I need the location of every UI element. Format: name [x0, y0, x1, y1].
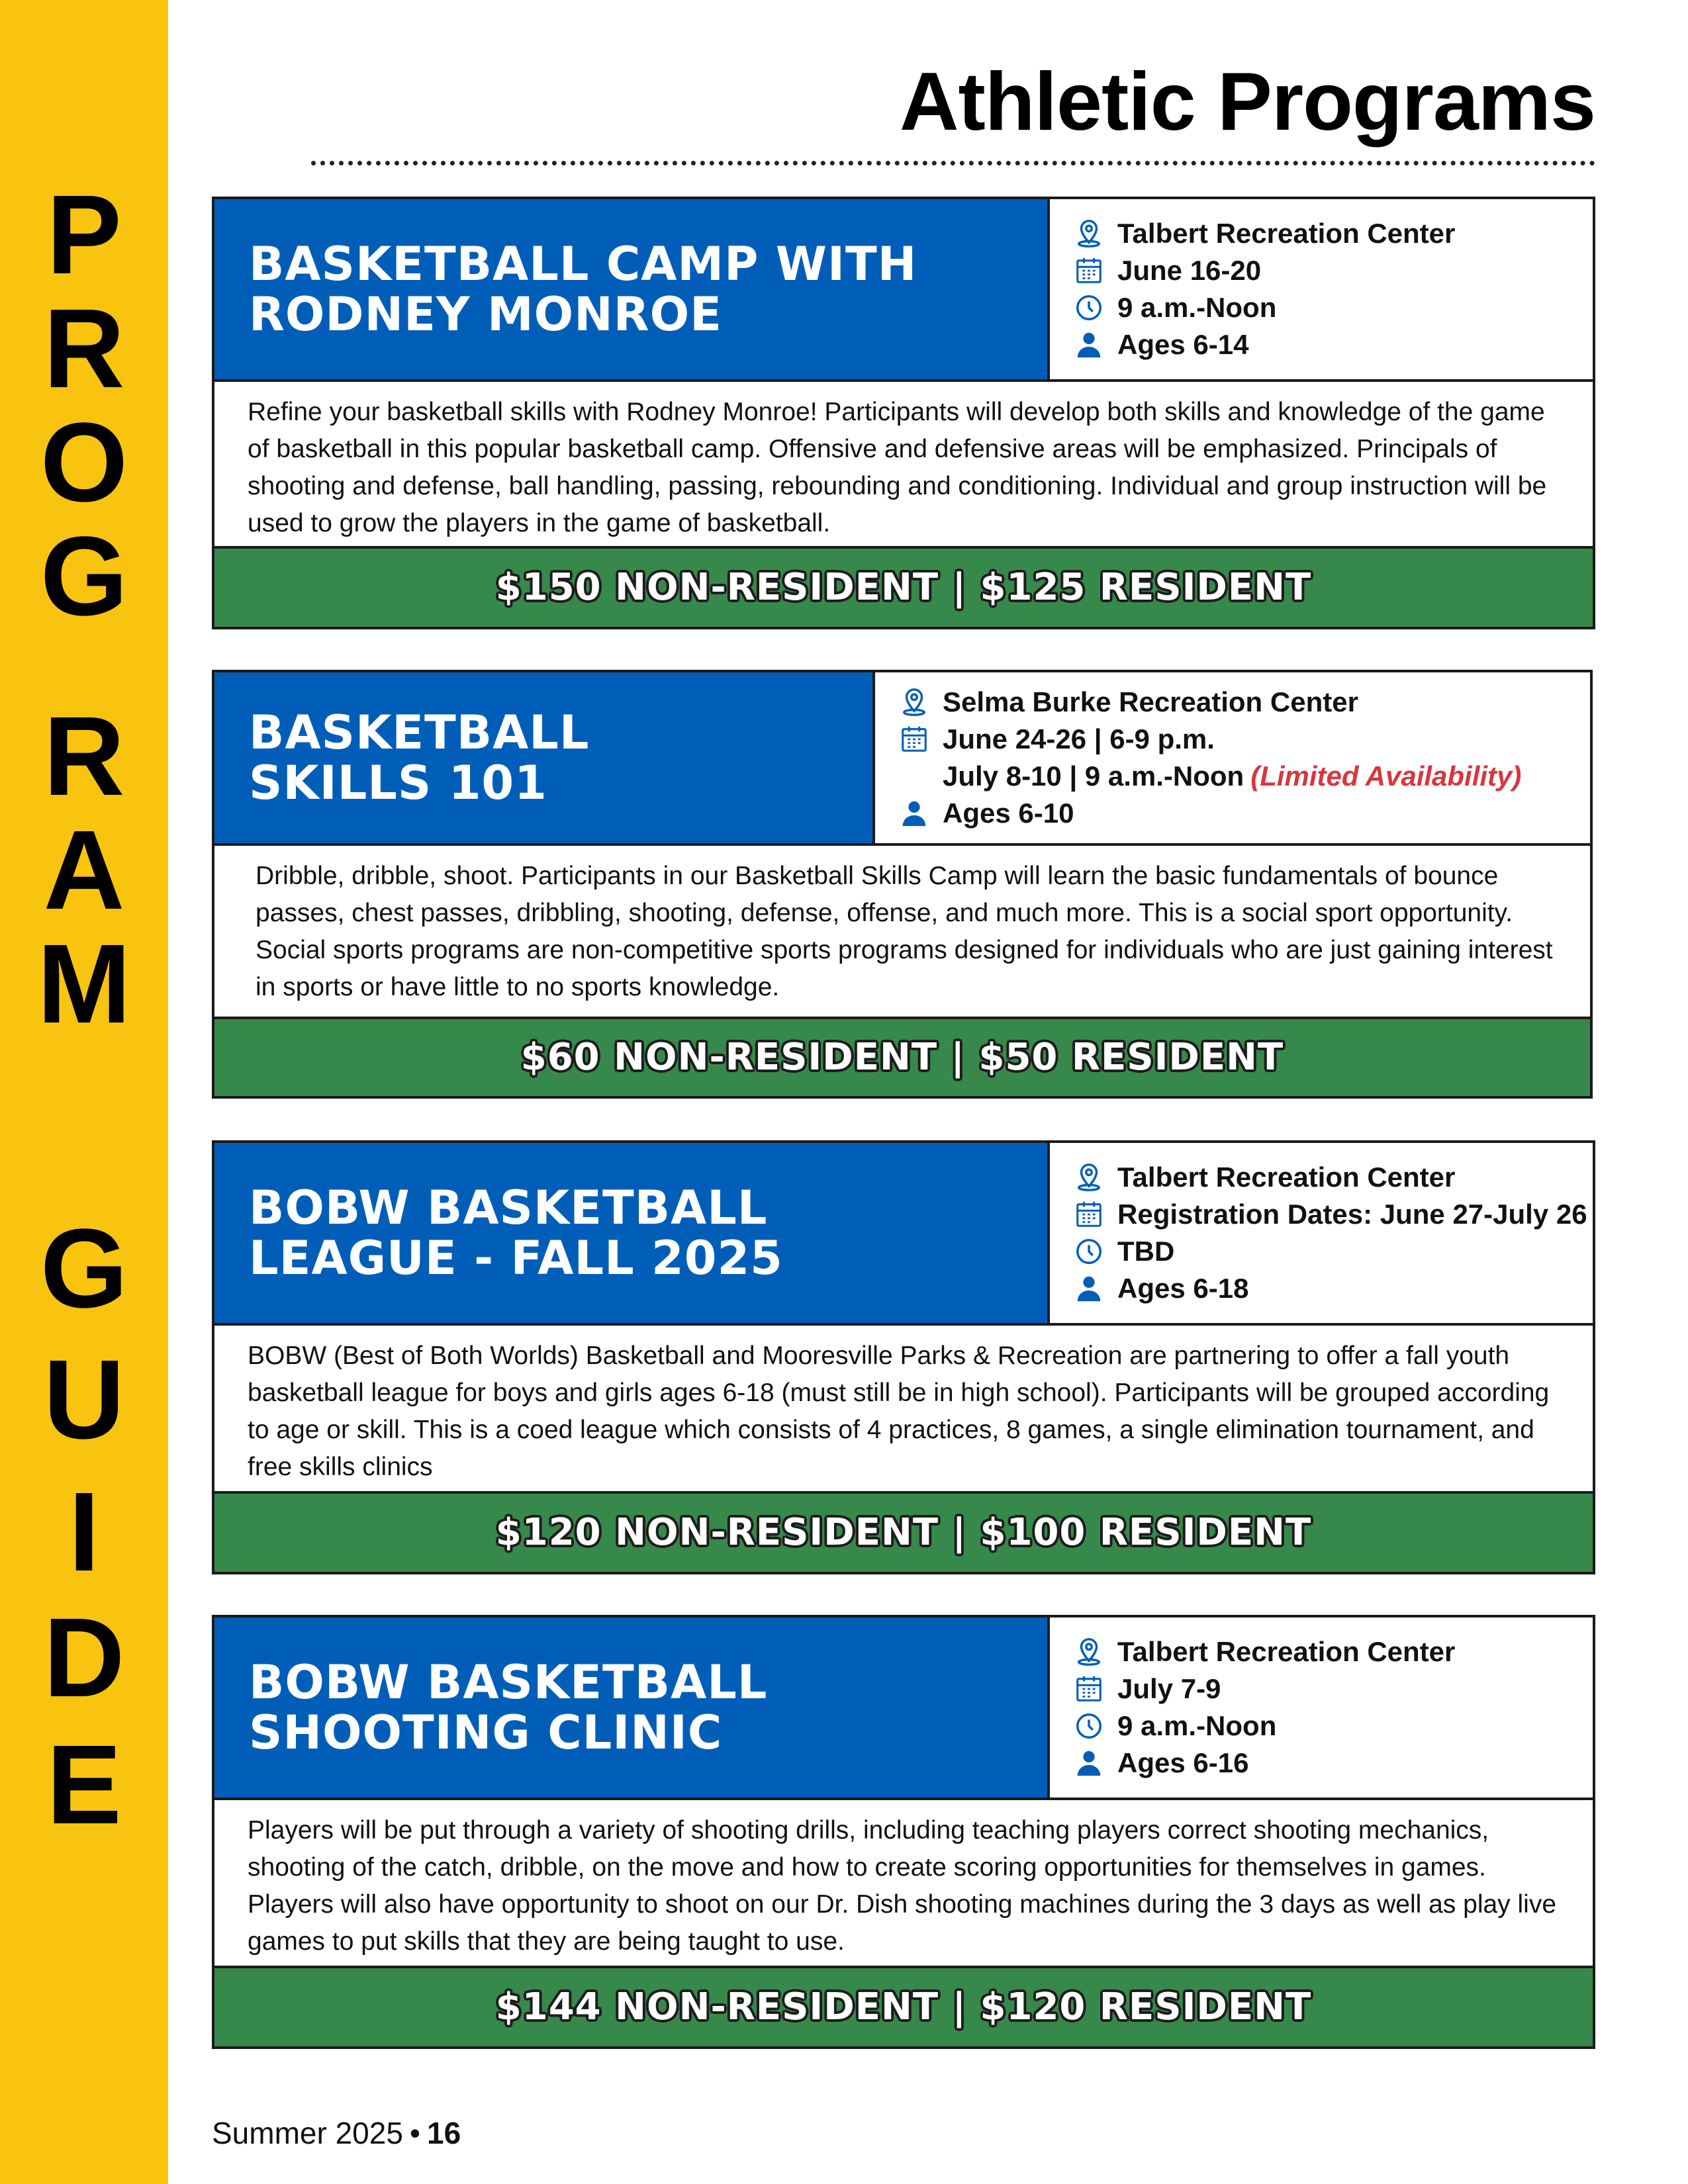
program-info: [1047, 199, 1593, 379]
program-title-line: BOBW BASKETBALL: [249, 1655, 768, 1709]
program-title-line: RODNEY MONROE: [249, 287, 722, 341]
program-card-bobw-league: [212, 1140, 1595, 1574]
page-footer: [212, 2115, 461, 2151]
time-text: TBD: [1117, 1236, 1175, 1267]
dates-text: Registration Dates: June 27-July 26: [1117, 1199, 1587, 1230]
program-description: [214, 846, 1590, 1019]
program-description: [214, 1326, 1593, 1494]
calendar-icon: [1074, 255, 1104, 286]
program-card-basketball-camp: [212, 197, 1595, 629]
location-text: Talbert Recreation Center: [1117, 218, 1456, 249]
sidebar-letter: I: [68, 1469, 100, 1595]
person-icon: [1074, 1748, 1104, 1778]
ages-row: [1074, 326, 1593, 363]
sidebar-letter: D: [43, 1595, 125, 1721]
location-pin-icon: [1074, 218, 1104, 249]
sidebar-letter: O: [40, 400, 128, 525]
page-title: Athletic Programs: [899, 56, 1595, 148]
location-pin-icon: [899, 687, 929, 717]
program-card-skills-101: [212, 670, 1593, 1099]
program-guide-sidebar: [0, 0, 168, 2184]
calendar-icon: [1074, 1199, 1104, 1230]
program-title: [249, 239, 917, 340]
description-text: BOBW (Best of Both Worlds) Basketball and Mooresville Parks & Recreation are partnering to offer a fall youth basketball league for boys and girls ages 6-18 (must still be in high school). Participants will be grouped according to age or skill. This is a coed league which consists of 4 practices, 8 games, a single elimination tournament, and free skills clinics: [248, 1342, 1550, 1481]
clock-icon: [1074, 1711, 1104, 1741]
limited-availability-note: (Limited Availability): [1250, 760, 1522, 792]
program-description: [214, 1800, 1593, 1968]
ages-text: Ages 6-18: [1117, 1273, 1249, 1304]
location-row: [1074, 1159, 1593, 1196]
location-text: Talbert Recreation Center: [1117, 1636, 1456, 1667]
time-text: 9 a.m.-Noon: [1117, 292, 1277, 323]
dates-row: [1074, 1196, 1593, 1233]
person-icon: [1074, 330, 1104, 360]
location-pin-icon: [1074, 1162, 1104, 1193]
description-text: Refine your basketball skills with Rodney Monroe! Participants will develop both skills and knowledge of the game of basketball in this popular basketball camp. Offensive and defensive areas will be emphasized. Principals of shooting and defense, ball handling, passing, rebounding and conditioning. Individual and group instruction will be used to grow the players in the game of basketball.: [248, 398, 1547, 537]
time-row: [1074, 289, 1593, 326]
clock-icon: [1074, 1236, 1104, 1267]
time-text: 9 a.m.-Noon: [1117, 1710, 1277, 1741]
person-icon: [1074, 1273, 1104, 1304]
calendar-icon: [899, 724, 929, 754]
description-text: Dribble, dribble, shoot. Participants in our Basketball Skills Camp will learn the basic fundamentals of bounce passes, chest passes, dribbling, shooting, defense, offense, and much more. This is a social sport opportunity. Social sports programs are non-competitive sports programs designed for individuals who are just gaining interest in sports or have little to no sports knowledge.: [256, 862, 1553, 1001]
program-title: [249, 1183, 783, 1283]
program-title: [249, 707, 590, 808]
program-title-line: BASKETBALL: [249, 705, 590, 760]
location-text: Talbert Recreation Center: [1117, 1161, 1456, 1193]
ages-text: Ages 6-14: [1117, 329, 1249, 360]
sidebar-letter: U: [43, 1337, 125, 1463]
program-description: [214, 382, 1593, 549]
program-title-block: [214, 1617, 1047, 1797]
program-price: $60 NON-RESIDENT | $50 RESIDENT: [214, 1019, 1590, 1096]
ages-text: Ages 6-16: [1117, 1747, 1249, 1778]
location-text: Selma Burke Recreation Center: [943, 686, 1358, 717]
ages-text: Ages 6-10: [943, 797, 1074, 829]
calendar-icon: [1074, 1674, 1104, 1704]
location-row: [1074, 215, 1593, 252]
sidebar-letter: G: [40, 1206, 128, 1332]
page-number: 16: [427, 2116, 461, 2150]
program-title-block: [214, 1143, 1047, 1323]
sidebar-letter: P: [46, 172, 122, 298]
program-title-line: BOBW BASKETBALL: [249, 1181, 768, 1235]
program-price: $150 NON-RESIDENT | $125 RESIDENT: [214, 549, 1593, 627]
ages-row: [1074, 1745, 1593, 1782]
title-divider: [311, 161, 1595, 165]
program-title-line: SHOOTING CLINIC: [249, 1706, 723, 1760]
dates-text: June 16-20: [1117, 255, 1262, 286]
program-price: $144 NON-RESIDENT | $120 RESIDENT: [214, 1968, 1593, 2046]
program-info: [1047, 1617, 1593, 1797]
dates-row: [899, 721, 1590, 758]
dates-row: [1074, 1670, 1593, 1707]
dates-text: July 7-9: [1117, 1673, 1221, 1704]
program-title: [249, 1657, 767, 1758]
dates-text-2: July 8-10 | 9 a.m.-Noon: [943, 760, 1244, 792]
time-row: [1074, 1707, 1593, 1745]
sidebar-letter: G: [40, 514, 128, 639]
description-text: Players will be put through a variety of shooting drills, including teaching players correct shooting mechanics, shooting of the catch, dribble, on the move and how to create scoring opportunities for themselves in games. Players will also have opportunity to shoot on our Dr. Dish shooting machines during the 3 days as well as play live games to put skills that they are being taught to use.: [248, 1816, 1557, 1956]
sidebar-letter: R: [43, 694, 125, 819]
sidebar-letter: A: [43, 807, 125, 933]
dates-row: [1074, 252, 1593, 289]
clock-icon: [1074, 293, 1104, 323]
ages-row: [1074, 1270, 1593, 1307]
program-card-shooting-clinic: [212, 1615, 1595, 2049]
footer-bullet: •: [409, 2116, 421, 2150]
location-row: [899, 684, 1590, 721]
sidebar-letter: E: [46, 1722, 122, 1848]
sidebar-letter: R: [43, 286, 125, 412]
program-title-block: [214, 672, 872, 843]
dates-text: June 24-26 | 6-9 p.m.: [943, 723, 1215, 754]
ages-row: [899, 795, 1590, 832]
program-title-block: [214, 199, 1047, 379]
time-row: [1074, 1233, 1593, 1270]
program-info: [872, 672, 1590, 843]
footer-season: Summer 2025: [212, 2116, 403, 2150]
program-info: [1047, 1143, 1593, 1323]
person-icon: [899, 798, 929, 829]
program-title-line: BASKETBALL CAMP WITH: [249, 237, 917, 291]
dates-row-2: [899, 758, 1590, 795]
location-pin-icon: [1074, 1637, 1104, 1667]
sidebar-letter: M: [37, 921, 131, 1047]
program-price: $120 NON-RESIDENT | $100 RESIDENT: [214, 1494, 1593, 1572]
program-title-line: SKILLS 101: [249, 756, 547, 810]
program-title-line: LEAGUE - FALL 2025: [249, 1231, 783, 1285]
location-row: [1074, 1633, 1593, 1670]
